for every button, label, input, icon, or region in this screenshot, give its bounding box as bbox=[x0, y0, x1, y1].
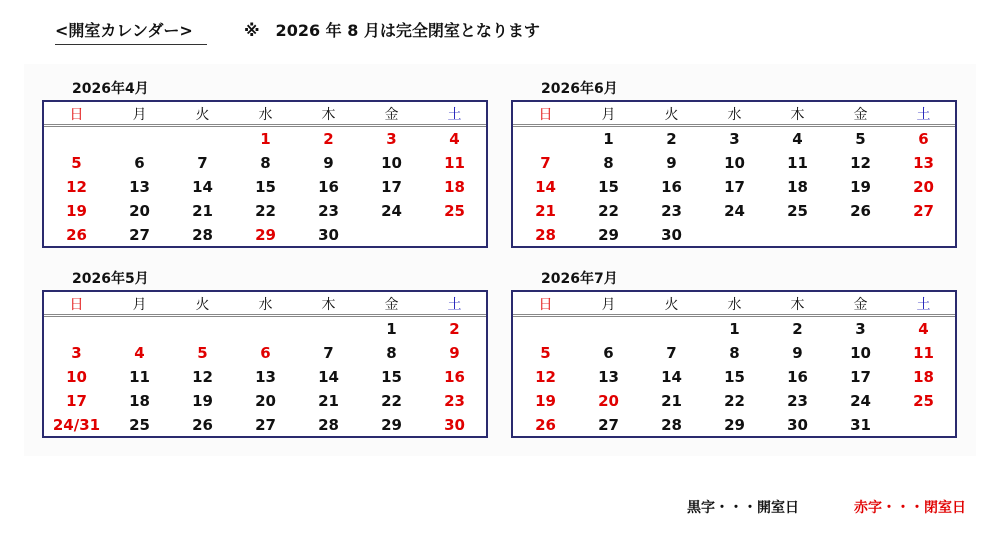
day-cell: 24/31 bbox=[52, 416, 101, 434]
weekday-label: 水 bbox=[258, 107, 273, 123]
day-cell: 16 bbox=[661, 178, 682, 196]
weekday-label: 金 bbox=[853, 107, 868, 123]
weekday-label: 月 bbox=[132, 297, 147, 313]
weekday-label: 土 bbox=[447, 107, 462, 123]
day-cell: 28 bbox=[535, 226, 556, 244]
day-cell: 25 bbox=[913, 392, 934, 410]
day-cell: 9 bbox=[449, 344, 460, 362]
weekday-label: 土 bbox=[447, 297, 462, 313]
day-cell: 18 bbox=[129, 392, 150, 410]
weekday-label: 水 bbox=[258, 297, 273, 313]
day-cell: 6 bbox=[134, 154, 145, 172]
day-cell: 7 bbox=[197, 154, 208, 172]
day-cell: 7 bbox=[540, 154, 551, 172]
calendar-title: 2026年4月 bbox=[72, 81, 149, 97]
day-cell: 28 bbox=[192, 226, 213, 244]
page-title: <開室カレンダー> bbox=[55, 18, 207, 45]
day-cell: 29 bbox=[255, 226, 276, 244]
day-cell: 5 bbox=[197, 344, 208, 362]
day-cell: 17 bbox=[724, 178, 745, 196]
day-cell: 12 bbox=[535, 368, 556, 386]
weekday-label: 月 bbox=[132, 107, 147, 123]
day-cell: 22 bbox=[381, 392, 402, 410]
day-cell: 23 bbox=[661, 202, 682, 220]
day-cell: 23 bbox=[318, 202, 339, 220]
day-cell: 5 bbox=[71, 154, 82, 172]
day-cell: 3 bbox=[729, 130, 740, 148]
day-cell: 1 bbox=[603, 130, 614, 148]
day-cell: 26 bbox=[66, 226, 87, 244]
day-cell: 27 bbox=[255, 416, 276, 434]
day-cell: 18 bbox=[913, 368, 934, 386]
weekday-label: 日 bbox=[538, 297, 553, 313]
day-cell: 4 bbox=[918, 320, 929, 338]
day-cell: 16 bbox=[787, 368, 808, 386]
day-cell: 17 bbox=[66, 392, 87, 410]
day-cell: 15 bbox=[724, 368, 745, 386]
day-cell: 6 bbox=[603, 344, 614, 362]
day-cell: 17 bbox=[850, 368, 871, 386]
day-cell: 5 bbox=[540, 344, 551, 362]
day-cell: 11 bbox=[444, 154, 465, 172]
day-cell: 19 bbox=[192, 392, 213, 410]
day-cell: 25 bbox=[129, 416, 150, 434]
day-cell: 6 bbox=[260, 344, 271, 362]
weekday-label: 木 bbox=[321, 297, 336, 313]
day-cell: 11 bbox=[913, 344, 934, 362]
weekday-label: 火 bbox=[664, 297, 679, 313]
day-cell: 24 bbox=[381, 202, 402, 220]
day-cell: 21 bbox=[318, 392, 339, 410]
day-cell: 20 bbox=[913, 178, 934, 196]
day-cell: 22 bbox=[598, 202, 619, 220]
day-cell: 12 bbox=[192, 368, 213, 386]
day-cell: 29 bbox=[598, 226, 619, 244]
day-cell: 26 bbox=[192, 416, 213, 434]
day-cell: 20 bbox=[255, 392, 276, 410]
calendar-grid bbox=[42, 290, 488, 438]
day-cell: 10 bbox=[381, 154, 402, 172]
day-cell: 20 bbox=[129, 202, 150, 220]
day-cell: 30 bbox=[787, 416, 808, 434]
weekday-label: 火 bbox=[195, 297, 210, 313]
weekday-label: 水 bbox=[727, 297, 742, 313]
day-cell: 8 bbox=[729, 344, 740, 362]
weekday-label: 火 bbox=[664, 107, 679, 123]
day-cell: 4 bbox=[134, 344, 145, 362]
weekday-label: 月 bbox=[601, 107, 616, 123]
day-cell: 16 bbox=[318, 178, 339, 196]
day-cell: 9 bbox=[666, 154, 677, 172]
day-cell: 7 bbox=[666, 344, 677, 362]
legend-open-days: 黒字・・・開室日 bbox=[687, 500, 799, 516]
day-cell: 11 bbox=[129, 368, 150, 386]
legend-closed-days: 赤字・・・閉室日 bbox=[854, 500, 966, 516]
day-cell: 13 bbox=[255, 368, 276, 386]
day-cell: 4 bbox=[449, 130, 460, 148]
day-cell: 19 bbox=[66, 202, 87, 220]
day-cell: 22 bbox=[724, 392, 745, 410]
day-cell: 7 bbox=[323, 344, 334, 362]
day-cell: 3 bbox=[855, 320, 866, 338]
day-cell: 13 bbox=[129, 178, 150, 196]
day-cell: 8 bbox=[260, 154, 271, 172]
day-cell: 18 bbox=[444, 178, 465, 196]
day-cell: 5 bbox=[855, 130, 866, 148]
day-cell: 13 bbox=[598, 368, 619, 386]
calendar-grid bbox=[511, 100, 957, 248]
day-cell: 21 bbox=[535, 202, 556, 220]
day-cell: 10 bbox=[724, 154, 745, 172]
day-cell: 26 bbox=[850, 202, 871, 220]
weekday-label: 木 bbox=[790, 107, 805, 123]
day-cell: 14 bbox=[661, 368, 682, 386]
weekday-label: 土 bbox=[916, 297, 931, 313]
day-cell: 31 bbox=[850, 416, 871, 434]
day-cell: 15 bbox=[255, 178, 276, 196]
day-cell: 14 bbox=[318, 368, 339, 386]
day-cell: 1 bbox=[386, 320, 397, 338]
calendar-title: 2026年7月 bbox=[541, 271, 618, 287]
day-cell: 21 bbox=[192, 202, 213, 220]
day-cell: 23 bbox=[787, 392, 808, 410]
calendar-title: 2026年6月 bbox=[541, 81, 618, 97]
day-cell: 2 bbox=[449, 320, 460, 338]
weekday-label: 金 bbox=[384, 107, 399, 123]
day-cell: 12 bbox=[850, 154, 871, 172]
weekday-label: 火 bbox=[195, 107, 210, 123]
weekday-label: 木 bbox=[321, 107, 336, 123]
day-cell: 18 bbox=[787, 178, 808, 196]
day-cell: 29 bbox=[724, 416, 745, 434]
day-cell: 24 bbox=[850, 392, 871, 410]
weekday-label: 日 bbox=[69, 107, 84, 123]
day-cell: 10 bbox=[66, 368, 87, 386]
day-cell: 10 bbox=[850, 344, 871, 362]
day-cell: 2 bbox=[792, 320, 803, 338]
day-cell: 20 bbox=[598, 392, 619, 410]
calendar-title: 2026年5月 bbox=[72, 271, 149, 287]
day-cell: 21 bbox=[661, 392, 682, 410]
calendar-grid bbox=[511, 290, 957, 438]
weekday-header bbox=[44, 292, 486, 317]
weekday-label: 日 bbox=[538, 107, 553, 123]
day-cell: 12 bbox=[66, 178, 87, 196]
day-cell: 30 bbox=[318, 226, 339, 244]
day-cell: 24 bbox=[724, 202, 745, 220]
day-cell: 25 bbox=[787, 202, 808, 220]
day-cell: 8 bbox=[386, 344, 397, 362]
day-cell: 29 bbox=[381, 416, 402, 434]
day-cell: 28 bbox=[661, 416, 682, 434]
day-cell: 1 bbox=[260, 130, 271, 148]
day-cell: 14 bbox=[535, 178, 556, 196]
day-cell: 9 bbox=[323, 154, 334, 172]
weekday-label: 金 bbox=[853, 297, 868, 313]
day-cell: 2 bbox=[666, 130, 677, 148]
day-cell: 8 bbox=[603, 154, 614, 172]
weekday-header bbox=[513, 292, 955, 317]
day-cell: 23 bbox=[444, 392, 465, 410]
day-cell: 13 bbox=[913, 154, 934, 172]
day-cell: 11 bbox=[787, 154, 808, 172]
day-cell: 16 bbox=[444, 368, 465, 386]
day-cell: 17 bbox=[381, 178, 402, 196]
weekday-header bbox=[513, 102, 955, 127]
day-cell: 25 bbox=[444, 202, 465, 220]
weekday-label: 木 bbox=[790, 297, 805, 313]
day-cell: 3 bbox=[386, 130, 397, 148]
weekday-label: 金 bbox=[384, 297, 399, 313]
day-cell: 27 bbox=[598, 416, 619, 434]
day-cell: 19 bbox=[535, 392, 556, 410]
calendar-grid bbox=[42, 100, 488, 248]
day-cell: 19 bbox=[850, 178, 871, 196]
day-cell: 15 bbox=[381, 368, 402, 386]
day-cell: 26 bbox=[535, 416, 556, 434]
day-cell: 4 bbox=[792, 130, 803, 148]
day-cell: 15 bbox=[598, 178, 619, 196]
weekday-label: 日 bbox=[69, 297, 84, 313]
day-cell: 22 bbox=[255, 202, 276, 220]
day-cell: 1 bbox=[729, 320, 740, 338]
day-cell: 28 bbox=[318, 416, 339, 434]
day-cell: 2 bbox=[323, 130, 334, 148]
day-cell: 3 bbox=[71, 344, 82, 362]
weekday-label: 水 bbox=[727, 107, 742, 123]
day-cell: 9 bbox=[792, 344, 803, 362]
weekday-label: 月 bbox=[601, 297, 616, 313]
closure-notice: ※ 2026 年 8 月は完全閉室となります bbox=[244, 21, 540, 40]
day-cell: 27 bbox=[913, 202, 934, 220]
weekday-header bbox=[44, 102, 486, 127]
day-cell: 14 bbox=[192, 178, 213, 196]
day-cell: 30 bbox=[661, 226, 682, 244]
weekday-label: 土 bbox=[916, 107, 931, 123]
day-cell: 6 bbox=[918, 130, 929, 148]
day-cell: 30 bbox=[444, 416, 465, 434]
day-cell: 27 bbox=[129, 226, 150, 244]
